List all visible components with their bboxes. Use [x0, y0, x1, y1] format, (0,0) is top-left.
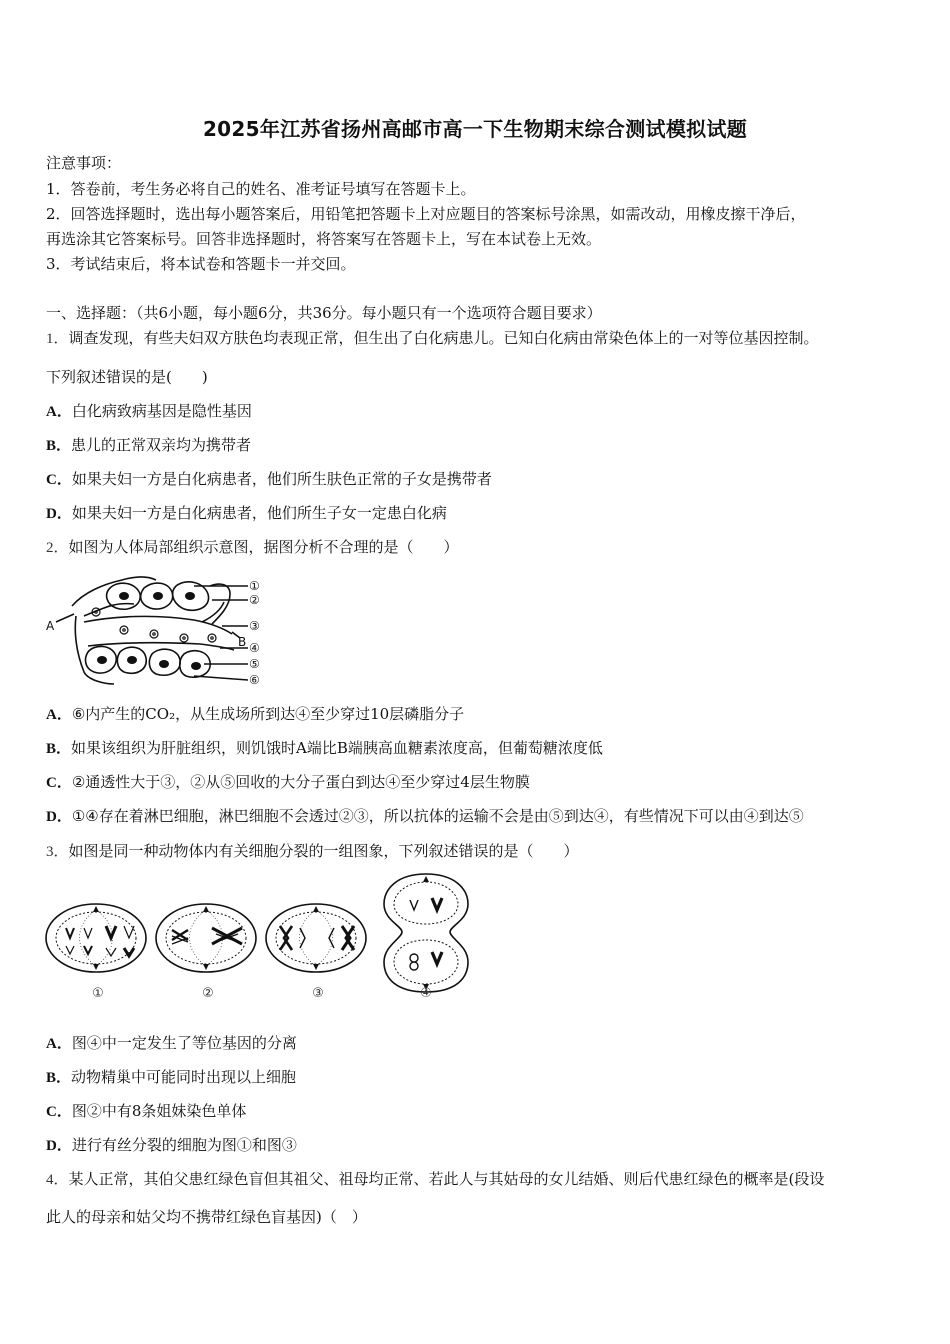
cell-label-4: ④	[420, 986, 432, 1001]
option-letter: A．	[46, 707, 72, 723]
figure-label-4: ④	[249, 641, 260, 655]
question-text: 某人正常，其伯父患红绿色盲但其祖父、祖母均正常、若此人与其姑母的女儿结婚、则后代患红绿色的概率是(段设	[68, 1170, 825, 1188]
figure-label-5: ⑤	[249, 657, 260, 671]
option-letter: B．	[46, 438, 72, 454]
figure-label-2: ②	[249, 593, 260, 607]
option-text: ⑥内产生的CO₂，从生成场所到达④至少穿过10层磷脂分子	[71, 705, 465, 723]
question-text: 调查发现，有些夫妇双方肤色均表现正常，但生出了白化病患儿。已知白化病由常染色体上的一对等位基因控制。	[68, 329, 819, 347]
question-text: 如图为人体局部组织示意图，据图分析不合理的是（ ）	[68, 538, 459, 556]
option-letter: B．	[46, 1070, 72, 1086]
option-letter: C．	[46, 1104, 72, 1120]
option-text: 动物精巢中可能同时出现以上细胞	[71, 1068, 297, 1086]
cell-label-3: ③	[312, 986, 324, 1001]
option-text: 进行有丝分裂的细胞为图①和图③	[71, 1136, 297, 1154]
figure-label-a: A	[46, 619, 55, 633]
option-text: 如果该组织为肝脏组织，则饥饿时A端比B端胰高血糖素浓度高，但葡萄糖浓度低	[71, 739, 603, 757]
option-text: 如果夫妇一方是白化病患者，他们所生肤色正常的子女是携带者	[71, 470, 492, 488]
figure-label-3: ③	[249, 619, 260, 633]
option-text: ②通透性大于③，②从⑤回收的大分子蛋白到达④至少穿过4层生物膜	[71, 773, 530, 791]
question-2-option-c	[46, 771, 530, 792]
question-1-stem-cont: 下列叙述错误的是( )	[46, 368, 208, 386]
page-title: 2025年江苏省扬州高邮市高一下生物期末综合测试模拟试题	[202, 117, 748, 141]
question-1-option-c	[46, 468, 492, 489]
notice-item: 2．回答选择题时，选出每小题答案后，用铅笔把答题卡上对应题目的答案标号涂黑，如需改动，用橡皮擦干净后，	[46, 205, 806, 223]
option-text: 患儿的正常双亲均为携带者	[71, 436, 252, 454]
option-text: 图②中有8条姐妹染色单体	[71, 1102, 247, 1120]
section-heading: 一、选择题：（共6小题，每小题6分，共36分。每小题只有一个选项符合题目要求）	[46, 304, 602, 322]
question-2-stem	[46, 536, 459, 557]
option-letter: C．	[46, 472, 72, 488]
option-text: 图④中一定发生了等位基因的分离	[71, 1034, 297, 1052]
question-1-option-a	[46, 400, 252, 421]
question-number: 3．	[46, 844, 69, 860]
question-text: 如图是同一种动物体内有关细胞分裂的一组图象，下列叙述错误的是（ ）	[68, 842, 579, 860]
tissue-diagram	[44, 572, 274, 690]
option-letter: A．	[46, 1036, 72, 1052]
question-number: 2．	[46, 540, 69, 556]
option-letter: A．	[46, 404, 72, 420]
notice-heading: 注意事项：	[46, 154, 122, 172]
notice-item: 3．考试结束后，将本试卷和答题卡一并交回。	[46, 255, 356, 273]
question-number: 4．	[46, 1172, 69, 1188]
question-3-option-d	[46, 1134, 297, 1155]
figure-label-1: ①	[249, 579, 260, 593]
option-letter: D．	[46, 506, 72, 522]
cell-division-diagram	[44, 870, 474, 1004]
question-3-stem	[46, 840, 579, 861]
figure-label-6: ⑥	[249, 673, 260, 687]
cell-label-1: ①	[92, 986, 104, 1001]
question-3-option-b	[46, 1066, 296, 1087]
option-letter: B．	[46, 741, 72, 757]
option-letter: C．	[46, 775, 72, 791]
option-text: ①④存在着淋巴细胞，淋巴细胞不会透过②③，所以抗体的运输不会是由⑤到达④，有些情况下可以由④到达⑤	[71, 807, 804, 825]
figure-label-b: B	[238, 635, 247, 649]
question-2-option-d	[46, 805, 804, 826]
option-text: 如果夫妇一方是白化病患者，他们所生子女一定患白化病	[71, 504, 447, 522]
option-letter: D．	[46, 1138, 72, 1154]
question-1-stem	[46, 327, 819, 348]
option-text: 白化病致病基因是隐性基因	[71, 402, 252, 420]
option-letter: D．	[46, 809, 72, 825]
cell-label-2: ②	[202, 986, 214, 1001]
question-3-option-c	[46, 1100, 246, 1121]
question-4-stem-cont: 此人的母亲和姑父均不携带红绿色盲基因)（ ）	[46, 1208, 367, 1226]
question-2-option-a	[46, 703, 464, 724]
question-number: 1．	[46, 331, 69, 347]
notice-item: 再选涂其它答案标号。回答非选择题时，将答案写在答题卡上，写在本试卷上无效。	[46, 230, 602, 248]
notice-item: 1．答卷前，考生务必将自己的姓名、准考证号填写在答题卡上。	[46, 180, 476, 198]
question-1-option-b	[46, 434, 251, 455]
question-2-option-b	[46, 737, 603, 758]
question-3-option-a	[46, 1032, 297, 1053]
question-4-stem	[46, 1168, 824, 1189]
question-1-option-d	[46, 502, 447, 523]
